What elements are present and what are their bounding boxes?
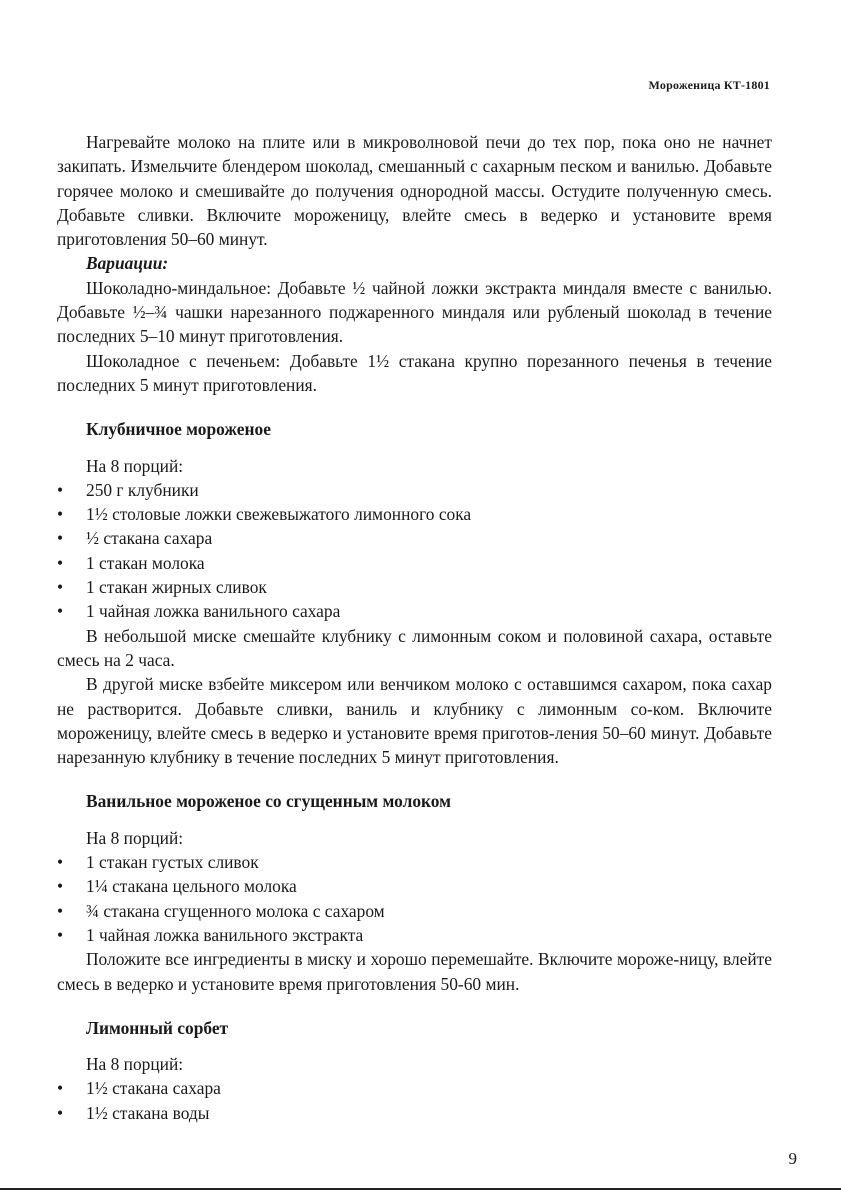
- variation-paragraph: Шоколадное с печеньем: Добавьте 1½ стакана крупно порезанного печенья в течение последних 5 минут приготовления.: [57, 350, 772, 395]
- recipe-title: Ванильное мороженое со сгущенным молоком: [86, 791, 452, 812]
- ingredient-item: • ½ стакана сахара: [57, 526, 772, 550]
- page-number: 9: [788, 1149, 797, 1168]
- bullet-icon: •: [57, 552, 64, 573]
- bullet-icon: •: [57, 601, 64, 622]
- ingredient-item: • 1 стакан молока: [57, 551, 772, 575]
- variation-paragraph: Шоколадно-миндальное: Добавьте ½ чайной ложки экстракта миндаля вместе с ванилью. Добавьте ½–¾ чашки нарезанного поджаренного миндаля или рубленый шоколад в течение последних 5–10 минут приготовления.: [57, 277, 772, 347]
- ingredient-item: • 1½ столовые ложки свежевыжатого лимонного сока: [57, 502, 772, 526]
- bullet-icon: •: [57, 924, 64, 945]
- ingredient-item: • 1 чайная ложка ванильного сахара: [57, 599, 772, 623]
- servings-line: На 8 порций:: [86, 455, 184, 476]
- bullet-icon: •: [57, 900, 64, 921]
- ingredient-item: • 1¼ стакана цельного молока: [57, 874, 772, 898]
- ingredient-item: • 1½ стакана воды: [57, 1101, 772, 1125]
- bullet-icon: •: [57, 577, 64, 598]
- servings-line: На 8 порций:: [86, 1054, 184, 1075]
- bullet-icon: •: [57, 876, 64, 897]
- page-bottom-rule: [0, 1188, 841, 1190]
- bullet-icon: •: [57, 1078, 64, 1099]
- recipe-step: В другой миске взбейте миксером или венчиком молоко с оставшимся сахаром, пока сахар не растворится. Добавьте сливки, ваниль и клубнику с лимонным со-ком. Включите мороженицу, влейте смесь в ведерко и установите время приготов-ления 50–60 минут. Добавьте нарезанную клубнику в течение последних 5 минут приготовления.: [57, 674, 772, 768]
- variations-heading: Вариации:: [86, 253, 169, 274]
- ingredient-item: • ¾ стакана сгущенного молока с сахаром: [57, 899, 772, 923]
- bullet-icon: •: [57, 479, 64, 500]
- recipe-section: [57, 417, 772, 769]
- bullet-icon: •: [57, 852, 64, 873]
- ingredients-list: [57, 1076, 772, 1125]
- ingredients-list: [57, 478, 772, 624]
- ingredients-list: [57, 850, 772, 947]
- intro-paragraph: Нагревайте молоко на плите или в микроволновой печи до тех пор, пока оно не начнет закипать. Измельчите блендером шоколад, смешанный с сахарным песком и ванилью. Добавьте горячее молоко и смешивайте до получения однородной массы. Остудите полученную смесь. Добавьте сливки. Включите мороженицу, влейте смесь в ведерко и установите время приготовления 50–60 минут.: [57, 132, 772, 250]
- recipe-section: [57, 789, 772, 995]
- bullet-icon: •: [57, 528, 64, 549]
- ingredient-item: • 1 стакан жирных сливок: [57, 575, 772, 599]
- ingredient-item: • 1½ стакана сахара: [57, 1076, 772, 1100]
- recipe-step: Положите все ингредиенты в миску и хорошо перемешайте. Включите морожe-ницу, влейте смесь в ведерко и установите время приготовления 50-60 мин.: [57, 949, 772, 994]
- ingredient-item: • 250 г клубники: [57, 478, 772, 502]
- bullet-icon: •: [57, 504, 64, 525]
- servings-line: На 8 порций:: [86, 827, 184, 848]
- recipe-title: Лимонный сорбет: [86, 1017, 229, 1038]
- bullet-icon: •: [57, 1102, 64, 1123]
- recipe-step: В небольшой миске смешайте клубнику с лимонным соком и половиной сахара, оставьте смесь на 2 часа.: [57, 625, 772, 670]
- recipe-section: [57, 1016, 772, 1125]
- running-header: Мороженица КТ-1801: [648, 78, 770, 92]
- ingredient-item: • 1 стакан густых сливок: [57, 850, 772, 874]
- ingredient-item: • 1 чайная ложка ванильного экстракта: [57, 923, 772, 947]
- recipe-title: Клубничное мороженое: [86, 419, 271, 440]
- page-content: [57, 130, 772, 1125]
